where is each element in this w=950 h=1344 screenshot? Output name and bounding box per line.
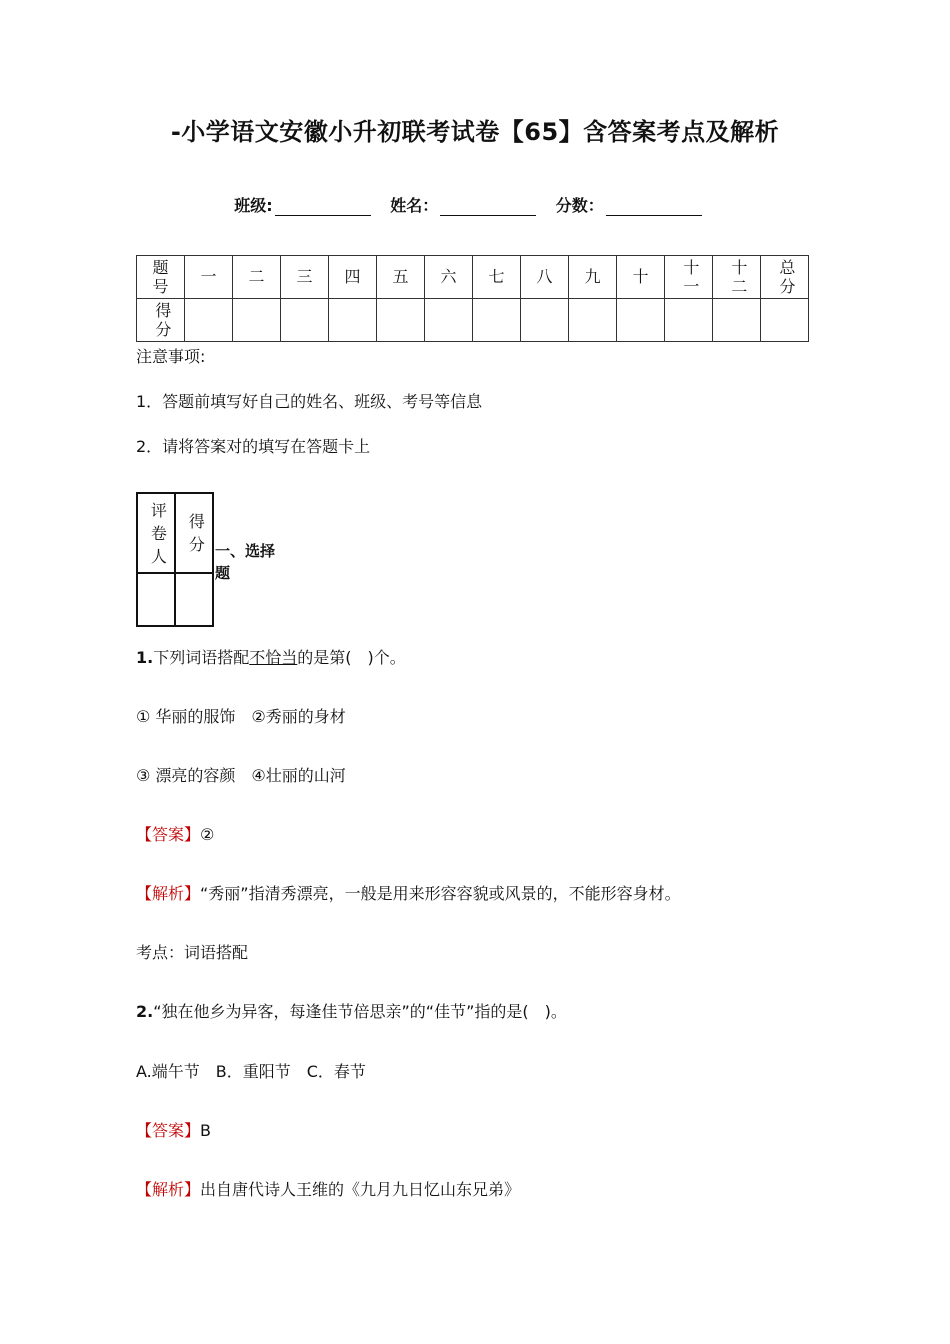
reviewer-input-cell[interactable]: [137, 573, 175, 626]
name-blank[interactable]: [440, 199, 536, 216]
header-label-cell: 题号: [137, 256, 185, 299]
score-cell[interactable]: [761, 299, 809, 342]
student-info-line: [0, 193, 950, 216]
score-table-score-row: [137, 299, 809, 342]
score-cell[interactable]: [569, 299, 617, 342]
score-label-cell: 得分: [175, 493, 213, 573]
column-header: 十二: [713, 256, 761, 299]
column-header: 七: [473, 256, 521, 299]
analysis-text: 出自唐代诗人王维的《九月九日忆山东兄弟》: [200, 1180, 521, 1199]
page-title: -小学语文安徽小升初联考试卷【65】含答案考点及解析: [170, 118, 780, 146]
answer-label: 【答案】: [136, 1121, 201, 1140]
question-1-stem: 1.下列词语搭配不恰当的是第( )个。: [136, 648, 406, 667]
question-2-analysis: [136, 1177, 520, 1200]
notice-item: 1．答题前填写好自己的姓名、班级、考号等信息: [136, 392, 483, 411]
class-label: 班级:: [234, 196, 273, 215]
analysis-label: 【解析】: [136, 1180, 201, 1199]
question-number: 1.: [136, 648, 154, 667]
column-header: 四: [329, 256, 377, 299]
grader-box: [136, 492, 214, 627]
column-header: 二: [233, 256, 281, 299]
score-cell[interactable]: [665, 299, 713, 342]
question-1-options-2: ③ 漂亮的容颜 ④壮丽的山河: [136, 766, 346, 785]
question-1-options-1: ① 华丽的服饰 ②秀丽的身材: [136, 707, 346, 726]
score-blank[interactable]: [606, 199, 702, 216]
section-title: 一、选择题: [215, 542, 276, 582]
column-header: 十一: [665, 256, 713, 299]
question-1-keypoint: 考点：词语搭配: [136, 943, 249, 962]
notice-heading: 注意事项:: [136, 347, 206, 366]
score-cell[interactable]: [233, 299, 281, 342]
answer-value: B: [200, 1121, 211, 1140]
score-cell[interactable]: [617, 299, 665, 342]
column-header: 总分: [761, 256, 809, 299]
column-header: 一: [185, 256, 233, 299]
analysis-text: “秀丽”指清秀漂亮，一般是用来形容容貌或风景的，不能形容身材。: [200, 884, 681, 903]
name-label: 姓名：: [390, 196, 439, 215]
row-label-cell: 得分: [137, 299, 185, 342]
score-table-header-row: [137, 256, 809, 299]
question-2-answer: [136, 1118, 211, 1141]
analysis-label: 【解析】: [136, 884, 201, 903]
answer-value: ②: [200, 825, 215, 844]
column-header: 五: [377, 256, 425, 299]
column-header: 六: [425, 256, 473, 299]
notice-item: 2．请将答案对的填写在答题卡上: [136, 437, 371, 456]
score-label: 分数：: [555, 196, 604, 215]
question-2-stem: 2.“独在他乡为异客，每逢佳节倍思亲”的“佳节”指的是( )。: [136, 1002, 567, 1021]
score-cell[interactable]: [329, 299, 377, 342]
question-number: 2.: [136, 1002, 154, 1021]
score-input-cell[interactable]: [175, 573, 213, 626]
score-cell[interactable]: [521, 299, 569, 342]
score-cell[interactable]: [713, 299, 761, 342]
answer-label: 【答案】: [136, 825, 201, 844]
column-header: 三: [281, 256, 329, 299]
column-header: 九: [569, 256, 617, 299]
column-header: 十: [617, 256, 665, 299]
score-cell[interactable]: [281, 299, 329, 342]
question-1-answer: [136, 822, 214, 845]
question-2-options: A.端午节 B．重阳节 C．春节: [136, 1062, 366, 1081]
score-cell[interactable]: [185, 299, 233, 342]
score-cell[interactable]: [377, 299, 425, 342]
score-cell[interactable]: [473, 299, 521, 342]
score-table: [136, 255, 809, 342]
reviewer-label-cell: 评卷人: [137, 493, 175, 573]
column-header: 八: [521, 256, 569, 299]
class-blank[interactable]: [275, 199, 371, 216]
score-cell[interactable]: [425, 299, 473, 342]
question-1-analysis: [136, 881, 681, 904]
underlined-text: 不恰当: [249, 648, 298, 667]
